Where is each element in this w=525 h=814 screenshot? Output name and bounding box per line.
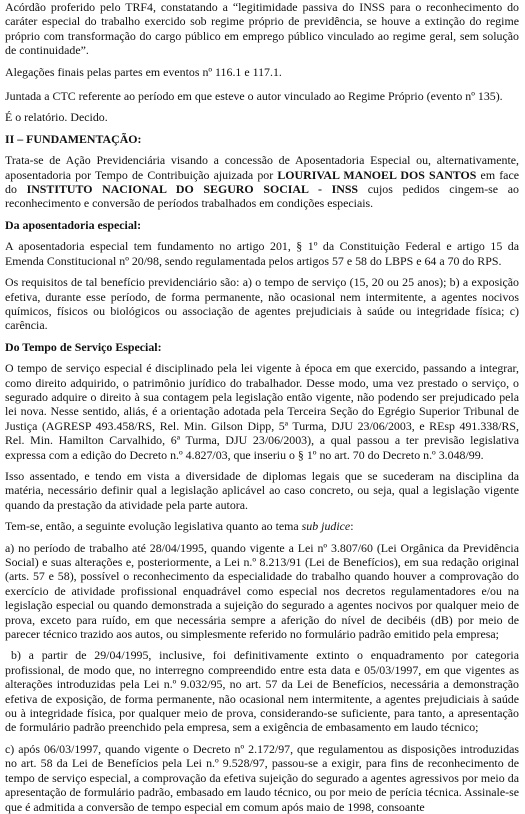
- paragraph-fundamento: A aposentadoria especial tem fundamento no artigo 201, § 1º da Constituição Federal e artigo 15 da Emenda Constitucional nº 20/98, sendo regulamentada pelos artigos 57 e 58 do LBPS e 64 a 70 do RPS.: [5, 239, 519, 268]
- sub-judice-term: sub judice: [301, 519, 351, 534]
- paragraph-evolucao-legislativa: [5, 519, 519, 533]
- paragraph-item-b: b) a partir de 29/04/1995, inclusive, foi definitivamente extinto o enquadramento por categoria profissional, de modo que, no interregno compreendido entre esta data e 05/03/1997, em que vigentes as alterações introduzidas pela Lei n.º 9.032/95, no art. 57 da Lei de Benefícios, necessária a demonstração efetiva de exposição, de forma permanente, não ocasional nem intermitente, a agentes prejudiciais à saúde ou à integridade física, por qualquer meio de prova, considerando-se suficiente, para tanto, a apresentação de formulário padrão preenchido pela empresa, sem a exigência de embasamento em laudo técnico;: [5, 648, 519, 735]
- defendant-name: INSTITUTO NACIONAL DO SEGURO SOCIAL - INSS: [26, 182, 359, 197]
- paragraph-juntada: Juntada a CTC referente ao período em que esteve o autor vinculado ao Regime Próprio (evento nº 135).: [5, 89, 503, 104]
- subheading-tempo-servico-especial: Do Tempo de Serviço Especial:: [5, 339, 162, 354]
- paragraph-acordao: Acórdão proferido pelo TRF4, constatando a “legitimidade passiva do INSS para o reconhecimento do caráter especial do trabalho exercido sob regime próprio de previdência, se houve a extinção do regime próprio com transformação do cargo público em emprego público vinculado ao regime geral, sem solução de continuidade”.: [5, 0, 519, 58]
- paragraph-tempo-servico: O tempo de serviço especial é disciplinado pela lei vigente à época em que exercido, passando a integrar, como direito adquirido, o patrimônio jurídico do trabalhador. Desse modo, uma vez prestado o serviço, o segurado adquire o direito à sua contagem pela legislação então vigente, não podendo ser prejudicado pela lei nova. Nesse sentido, aliás, é a orientação adotada pela Terceira Seção do Egrégio Superior Tribunal de Justiça (AGRESP 493.458/RS, Rel. Min. Gilson Dipp, 5ª Turma, DJU 23/06/2003, e REsp 491.338/RS, Rel. Min. Hamilton Carvalhido, 6ª Turma, DJU 23/06/2003), a qual passou a ter previsão legislativa expressa com a edição do Decreto n.º 4.827/03, que inseriu o § 1º no art. 70 do Decreto n.º 3.048/99.: [5, 361, 519, 462]
- subheading-aposentadoria-especial: Da aposentadoria especial:: [5, 217, 142, 232]
- author-name: LOURIVAL MANOEL DOS SANTOS: [277, 167, 477, 182]
- text-run: em face do: [5, 167, 520, 197]
- paragraph-requisitos: Os requisitos de tal benefício previdenciário são: a) o tempo de serviço (15, 20 ou 25 anos); b) a exposição efetiva, durante esse período, de forma permanente, não ocasional nem intermitente, a agentes nocivos químicos, físicos ou biológicos ou associação de agentes prejudiciais à saúde ou integridade física; c) carência.: [5, 275, 519, 333]
- text-run: Trata-se de Ação Previdenciária visando a concessão de Aposentadoria Especial ou, alternativamente, aposentadoria por Tempo de Contribuição ajuizada por: [5, 153, 519, 182]
- paragraph-alegacoes: Alegações finais pelas partes em eventos nº 116.1 e 117.1.: [5, 64, 282, 79]
- paragraph-item-a: a) no período de trabalho até 28/04/1995, quando vigente a Lei nº 3.807/60 (Lei Orgânica da Previdência Social) e suas alterações e, posteriormente, a Lei n.º 8.213/91 (Lei de Benefícios), em sua redação original (arts. 57 e 58), possível o reconhecimento da especialidade do trabalho quando houver a comprovação do exercício de atividade profissional enquadrável como especial nos decretos regulamentadores e/ou na legislação especial ou quando demonstrada a sujeição do segurado a agentes nocivos por qualquer meio de prova, exceto para ruído, em que necessária sempre a aferição do nível de decibéis (dB) por meio de parecer técnico trazido aos autos, ou simplesmente referido no formulário padrão emitido pela empresa;: [5, 540, 519, 642]
- section-heading-fundamentacao: II – FUNDAMENTAÇÃO:: [5, 131, 142, 146]
- paragraph-relatorio: É o relatório. Decido.: [5, 110, 108, 125]
- paragraph-trata-se: [5, 153, 519, 211]
- text-run: Tem-se, então, a seguinte evolução legislativa quanto ao tema: [5, 519, 302, 534]
- paragraph-item-c: c) após 06/03/1997, quando vigente o Decreto nº 2.172/97, que regulamentou as disposições introduzidas no art. 58 da Lei de Benefícios pela Lei n.º 9.528/97, passou-se a exigir, para fins de reconhecimento de tempo de serviço especial, a comprovação da efetiva sujeição do segurado a agentes agressivos por meio da apresentação de formulário padrão, embasado em laudo técnico, ou por meio de perícia técnica. Assinale-se que é admitida a conversão de tempo especial em comum após maio de 1998, consoante: [5, 741, 519, 814]
- paragraph-isso-assentado: Isso assentado, e tendo em vista a diversidade de diplomas legais que se sucederam na disciplina da matéria, necessário definir qual a legislação aplicável ao caso concreto, ou seja, qual a legislação vigente quando da prestação da atividade pela parte autora.: [5, 468, 519, 512]
- text-run: :: [350, 519, 354, 534]
- text-run: cujos pedidos cingem-se ao reconhecimento e conversão de períodos trabalhados em condições especiais.: [5, 182, 519, 211]
